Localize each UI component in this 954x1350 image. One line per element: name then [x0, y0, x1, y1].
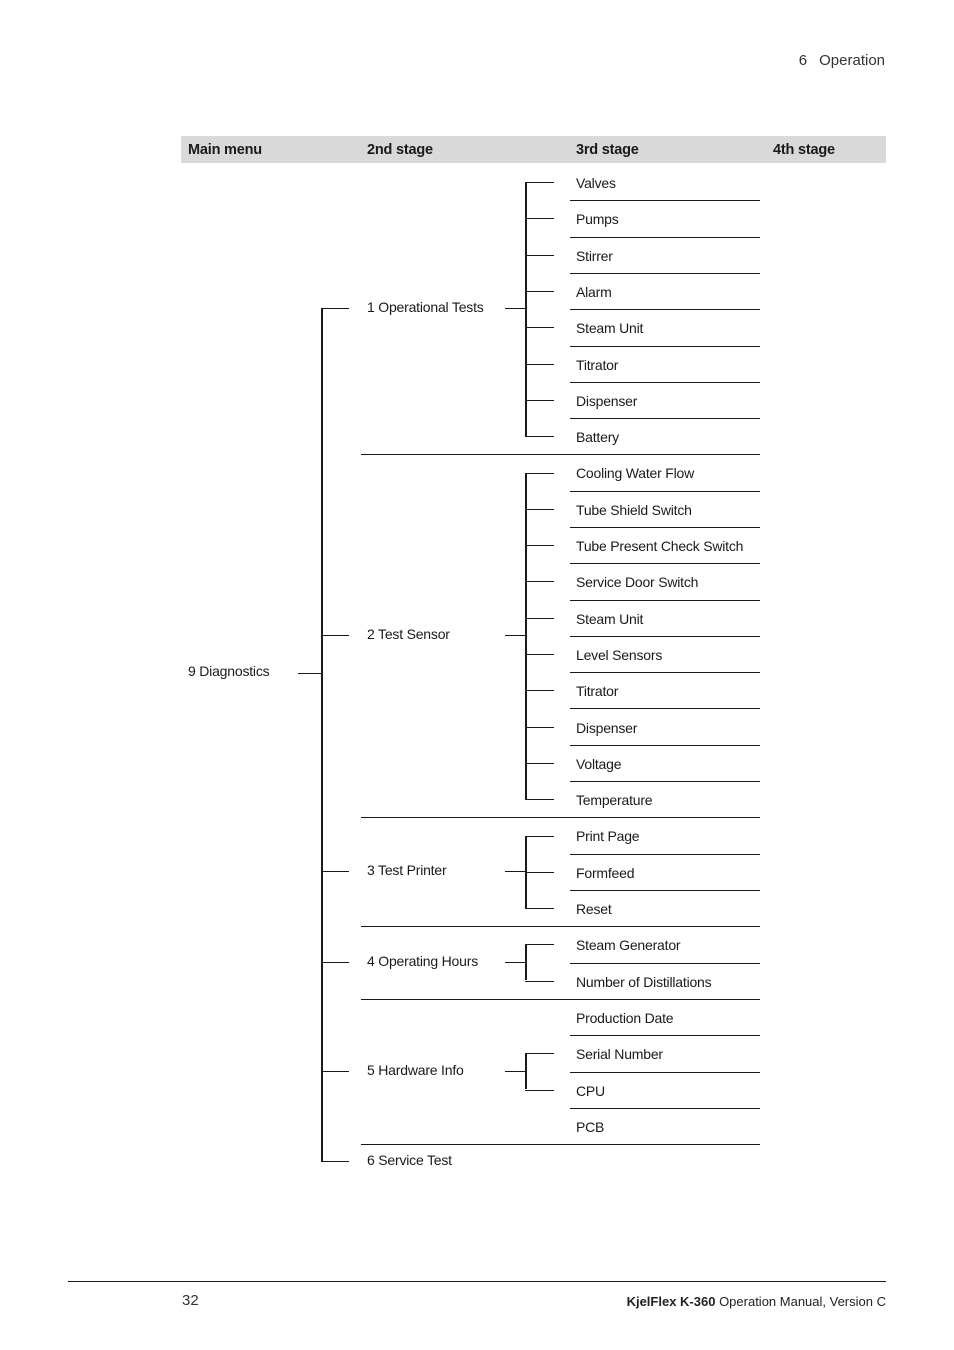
chapter-number: 6	[798, 52, 808, 69]
row-divider	[570, 1035, 760, 1036]
footer-manual: Operation Manual, Version C	[715, 1294, 886, 1309]
col-main-menu: Main menu	[188, 142, 262, 158]
row-divider	[570, 745, 760, 746]
stage2-item: 3 Test Printer	[367, 861, 447, 878]
stage3-item: Dispenser	[576, 719, 638, 736]
row-divider	[570, 708, 760, 709]
row-divider	[570, 418, 760, 419]
stage3-item: PCB	[576, 1118, 605, 1135]
branch-line	[525, 509, 554, 510]
branch-line	[321, 962, 349, 963]
branch-line	[525, 981, 554, 982]
page-number: 32	[182, 1292, 199, 1309]
branch-line	[525, 799, 554, 800]
branch-line	[525, 763, 554, 764]
branch-line	[525, 473, 554, 474]
branch-line	[525, 908, 554, 909]
stage3-bus	[525, 182, 527, 436]
stage3-item: CPU	[576, 1082, 605, 1099]
branch-line	[525, 618, 554, 619]
row-divider	[570, 273, 760, 274]
branch-line	[525, 400, 554, 401]
stage3-item: Production Date	[576, 1009, 674, 1026]
branch-line	[525, 1053, 554, 1054]
stage3-item: Reset	[576, 901, 612, 917]
branch-line	[321, 635, 349, 636]
stage3-item: Serial Number	[576, 1046, 663, 1063]
branch-line	[505, 962, 525, 963]
stage3-item: Tube Shield Switch	[576, 501, 692, 518]
row-divider	[570, 890, 760, 891]
chapter-title: Operation	[819, 52, 885, 69]
group-divider	[361, 1144, 760, 1145]
main-menu-item: 9 Diagnostics	[188, 663, 270, 679]
stage3-item: Stirrer	[576, 247, 613, 264]
stage3-item: Alarm	[576, 283, 612, 300]
chapter-heading	[700, 52, 885, 69]
branch-line	[525, 291, 554, 292]
branch-line	[525, 364, 554, 365]
stage3-item: Service Door Switch	[576, 574, 699, 591]
stage3-item: Number of Distillations	[576, 973, 712, 990]
row-divider	[570, 200, 760, 201]
col-4th-stage: 4th stage	[773, 142, 835, 158]
branch-line	[321, 308, 349, 309]
branch-line	[321, 1071, 349, 1072]
stage3-bus	[525, 944, 527, 980]
branch-line	[525, 545, 554, 546]
row-divider	[570, 854, 760, 855]
group-divider	[361, 817, 760, 818]
branch-line	[321, 871, 349, 872]
row-divider	[570, 636, 760, 637]
stage3-item: Steam Unit	[576, 320, 644, 337]
row-divider	[570, 346, 760, 347]
branch-line	[525, 182, 554, 183]
stage3-item: Dispenser	[576, 392, 638, 409]
row-divider	[570, 672, 760, 673]
stage3-item: Level Sensors	[576, 646, 663, 663]
stage2-item: 5 Hardware Info	[367, 1061, 464, 1078]
group-divider	[361, 454, 760, 455]
stage3-item: Battery	[576, 429, 619, 446]
branch-line	[525, 581, 554, 582]
row-divider	[570, 527, 760, 528]
menu-table-header	[181, 136, 886, 163]
branch-line	[525, 872, 554, 873]
branch-line	[525, 218, 554, 219]
branch-line	[505, 635, 525, 636]
stage3-item: Titrator	[576, 683, 619, 700]
row-divider	[570, 237, 760, 238]
branch-line	[525, 727, 554, 728]
branch-line	[321, 1161, 349, 1162]
stage3-item: Steam Generator	[576, 937, 681, 954]
stage2-item: 4 Operating Hours	[367, 952, 478, 969]
row-divider	[570, 309, 760, 310]
branch-line	[525, 1090, 554, 1091]
row-divider	[570, 382, 760, 383]
row-divider	[570, 963, 760, 964]
stage2-item: 1 Operational Tests	[367, 299, 484, 316]
branch-line	[525, 255, 554, 256]
stage3-item: Titrator	[576, 356, 619, 373]
branch-line	[525, 327, 554, 328]
row-divider	[570, 1072, 760, 1073]
col-2nd-stage: 2nd stage	[367, 142, 433, 158]
row-divider	[570, 600, 760, 601]
branch-line	[505, 1071, 525, 1072]
col-3rd-stage: 3rd stage	[576, 142, 639, 158]
stage2-item: 2 Test Sensor	[367, 625, 450, 642]
stage3-bus	[525, 1053, 527, 1089]
row-divider	[570, 781, 760, 782]
footer-rule	[68, 1281, 886, 1282]
branch-line	[525, 436, 554, 437]
stage2-item: 6 Service Test	[367, 1152, 452, 1169]
stage3-item: Voltage	[576, 755, 622, 772]
row-divider	[570, 563, 760, 564]
branch-line	[525, 690, 554, 691]
group-divider	[361, 926, 760, 927]
branch-line	[525, 836, 554, 837]
branch-line	[525, 944, 554, 945]
footer-product: KjelFlex K-360	[626, 1294, 716, 1309]
main-bus	[321, 308, 323, 1162]
branch-line	[298, 673, 321, 674]
stage3-item: Tube Present Check Switch	[576, 538, 744, 554]
branch-line	[505, 871, 525, 872]
stage3-item: Print Page	[576, 828, 640, 845]
branch-line	[525, 654, 554, 655]
stage3-bus	[525, 473, 527, 800]
stage3-item: Formfeed	[576, 864, 635, 881]
stage3-item: Valves	[576, 175, 616, 191]
group-divider	[361, 999, 760, 1000]
stage3-item: Cooling Water Flow	[576, 465, 695, 482]
row-divider	[570, 1108, 760, 1109]
stage3-item: Temperature	[576, 792, 653, 809]
stage3-item: Steam Unit	[576, 610, 644, 627]
stage3-item: Pumps	[576, 211, 619, 228]
row-divider	[570, 491, 760, 492]
footer-doc-title	[500, 1294, 886, 1309]
branch-line	[505, 308, 525, 309]
